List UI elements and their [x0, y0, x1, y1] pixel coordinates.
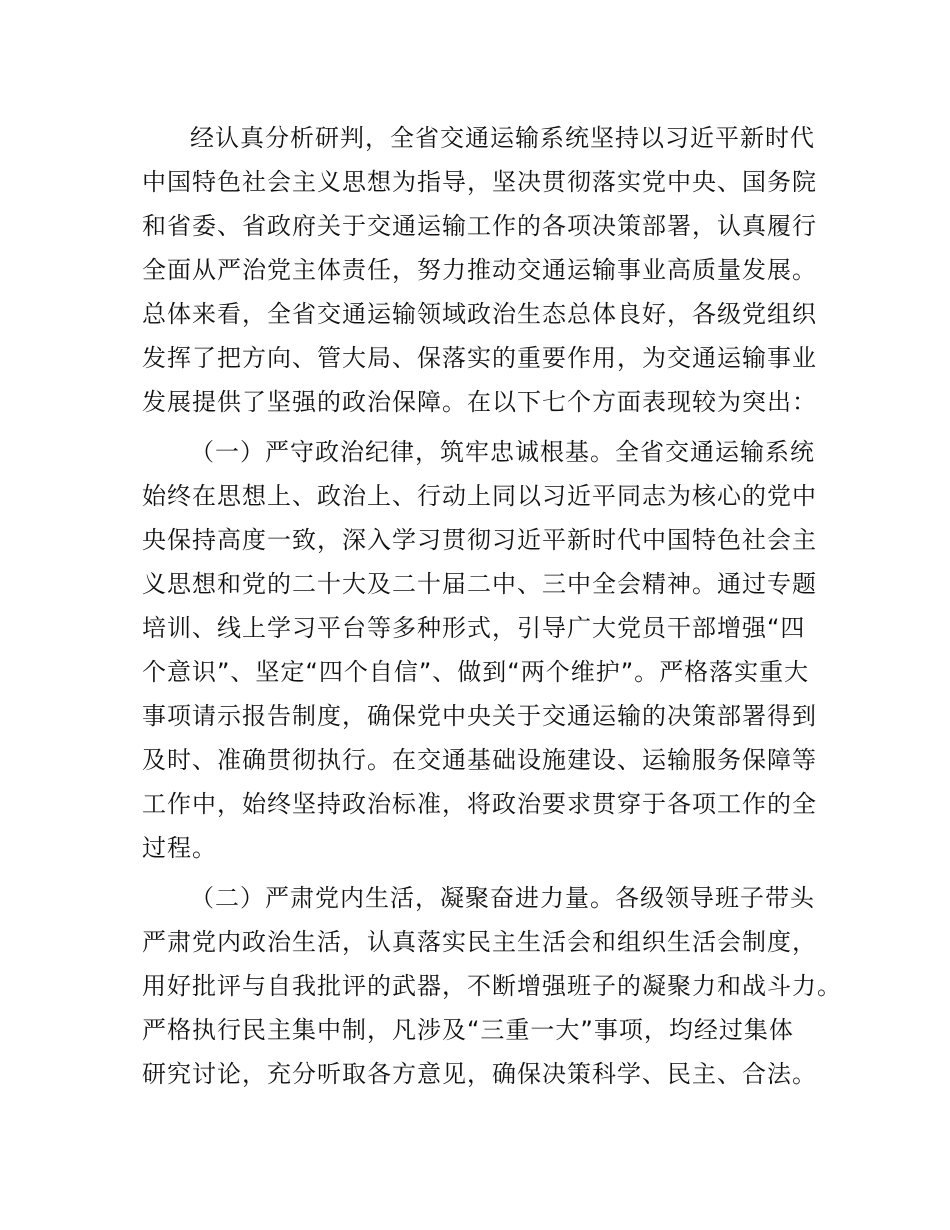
paragraph-2-line-8: 及时、准确贯彻执行。在交通基础设施建设、运输服务保障等 — [142, 746, 817, 774]
paragraph-2-line-9: 工作中，始终坚持政治标准，将政治要求贯穿于各项工作的全 — [142, 790, 817, 818]
paragraph-1-line-2: 中国特色社会主义思想为指导，坚决贯彻落实党中央、国务院 — [142, 168, 817, 196]
paragraph-1-line-3: 和省委、省政府关于交通运输工作的各项决策部署，认真履行 — [142, 212, 817, 240]
paragraph-2-line-7: 事项请示报告制度，确保党中央关于交通运输的决策部署得到 — [142, 702, 817, 730]
paragraph-3-line-4: 严格执行民主集中制，凡涉及“三重一大”事项，均经过集体 — [142, 1016, 794, 1044]
paragraph-3-line-1: （二）严肃党内生活，凝聚奋进力量。各级领导班子带头 — [190, 884, 815, 912]
paragraph-1-line-4: 全面从严治党主体责任，努力推动交通运输事业高质量发展。 — [142, 256, 817, 284]
paragraph-1-line-1: 经认真分析研判，全省交通运输系统坚持以习近平新时代 — [190, 124, 815, 152]
paragraph-2-line-5: 培训、线上学习平台等多种形式，引导广大党员干部增强“四 — [142, 614, 806, 642]
paragraph-3-line-3: 用好批评与自我批评的武器，不断增强班子的凝聚力和战斗力。 — [142, 972, 842, 1000]
paragraph-2-line-2: 始终在思想上、政治上、行动上同以习近平同志为核心的党中 — [142, 482, 817, 510]
paragraph-1-line-6: 发挥了把方向、管大局、保落实的重要作用，为交通运输事业 — [142, 344, 817, 372]
paragraph-2-line-6: 个意识”、坚定“四个自信”、做到“两个维护”。严格落实重大 — [142, 658, 810, 686]
paragraph-3-line-2: 严肃党内政治生活，认真落实民主生活会和组织生活会制度， — [142, 928, 817, 956]
paragraph-2-line-1: （一）严守政治纪律，筑牢忠诚根基。全省交通运输系统 — [190, 438, 815, 466]
paragraph-1-line-5: 总体来看，全省交通运输领域政治生态总体良好，各级党组织 — [142, 300, 817, 328]
paragraph-2-line-10: 过程。 — [142, 834, 217, 862]
paragraph-3-line-5: 研究讨论，充分听取各方意见，确保决策科学、民主、合法。 — [142, 1060, 817, 1088]
paragraph-2-line-3: 央保持高度一致，深入学习贯彻习近平新时代中国特色社会主 — [142, 526, 817, 554]
paragraph-2-line-4: 义思想和党的二十大及二十届二中、三中全会精神。通过专题 — [142, 570, 817, 598]
paragraph-1-line-7: 发展提供了坚强的政治保障。在以下七个方面表现较为突出： — [142, 388, 817, 416]
